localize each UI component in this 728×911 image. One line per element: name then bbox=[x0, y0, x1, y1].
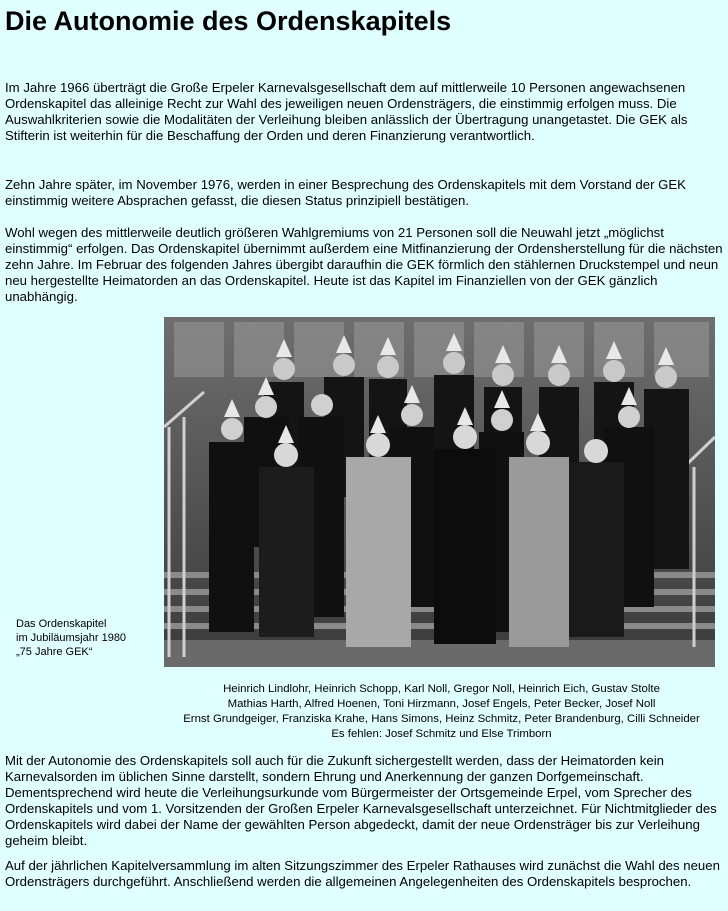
group-photo bbox=[164, 317, 715, 667]
names-line: Heinrich Lindlohr, Heinrich Schopp, Karl Noll, Gregor Noll, Heinrich Eich, Gustav Stolte bbox=[223, 683, 660, 695]
paragraph-1: Im Jahre 1966 überträgt die Große Erpeler Karnevalsgesellschaft dem auf mittlerweile 10 Personen angewachsenen Ordenskapitel das alleinige Recht zur Wahl des jeweiligen neuen Ordensträgers, die einstimmig erfolgen muss. Die Auswahlkriterien sowie die Modalitäten der Verleihung bleiben anlässlich der Übertragung unangetastet. Die GEK als Stifterin ist weiterhin für die Beschaffung der Orden und deren Finanzierung verantwortlich. bbox=[5, 80, 688, 143]
paragraph-2: Zehn Jahre später, im November 1976, werden in einer Besprechung des Ordenskapitels mit dem Vorstand der GEK einstimmig weitere Absprachen gefasst, die diesen Status prinzipiell bestätigen. bbox=[5, 177, 686, 208]
photo-caption-line: Das Ordenskapitel bbox=[16, 618, 107, 630]
names-list bbox=[160, 682, 723, 742]
page-title: Die Autonomie des Ordenskapitels bbox=[5, 6, 452, 36]
paragraph-3: Wohl wegen des mittlerweile deutlich größeren Wahlgremiums von 21 Personen soll die Neuwahl jetzt „möglichst einstimmig“ erfolgen. Das Ordenskapitel übernimmt außerdem eine Mitfinanzierung der Ordensherstellung für die nächsten zehn Jahre. Im Februar des folgenden Jahres übergibt daraufhin die GEK förmlich den stählernen Druckstempel und neun neu hergestellte Heimatorden an das Ordenskapitel. Heute ist das Kapitel im Finanziellen von der GEK gänzlich unabhängig. bbox=[5, 225, 723, 304]
photo-caption-line: im Jubiläumsjahr 1980 bbox=[16, 632, 127, 644]
paragraph-4: Mit der Autonomie des Ordenskapitels soll auch für die Zukunft sichergestellt werden, dass der Heimatorden kein Karnevalsorden im üblichen Sinne darstellt, sondern Ehrung und Anerkennung der ganzen Dorfgemeinschaft. Dementsprechend wird heute die Verleihungsurkunde vom Bürgermeister der Ortsgemeinde Erpel, vom Sprecher des Ordenskapitels und vom 1. Vorsitzenden der Großen Erpeler Karnevalsgesellschaft unterzeichnet. Für Nichtmitglieder des Ordenskapitels wird dabei der Name der gewählten Person abgedeckt, damit der neue Ordensträger bis zur Verleihung geheim bleibt. bbox=[5, 753, 717, 848]
names-line: Mathias Harth, Alfred Hoenen, Toni Hirzmann, Josef Engels, Peter Becker, Josef Noll bbox=[227, 698, 656, 710]
names-missing: Es fehlen: Josef Schmitz und Else Trimborn bbox=[331, 728, 552, 740]
names-line: Ernst Grundgeiger, Franziska Krahe, Hans Simons, Heinz Schmitz, Peter Brandenburg, Cilli Schneider bbox=[183, 713, 700, 725]
photo-caption-line: „75 Jahre GEK“ bbox=[16, 646, 93, 658]
paragraph-5: Auf der jährlichen Kapitelversammlung im alten Sitzungszimmer des Erpeler Rathauses wird zunächst die Wahl des neuen Ordensträgers durchgeführt. Anschließend werden die allgemeinen Angelegenheiten des Ordenskapitels besprochen. bbox=[5, 858, 720, 889]
photo-caption bbox=[16, 617, 126, 659]
